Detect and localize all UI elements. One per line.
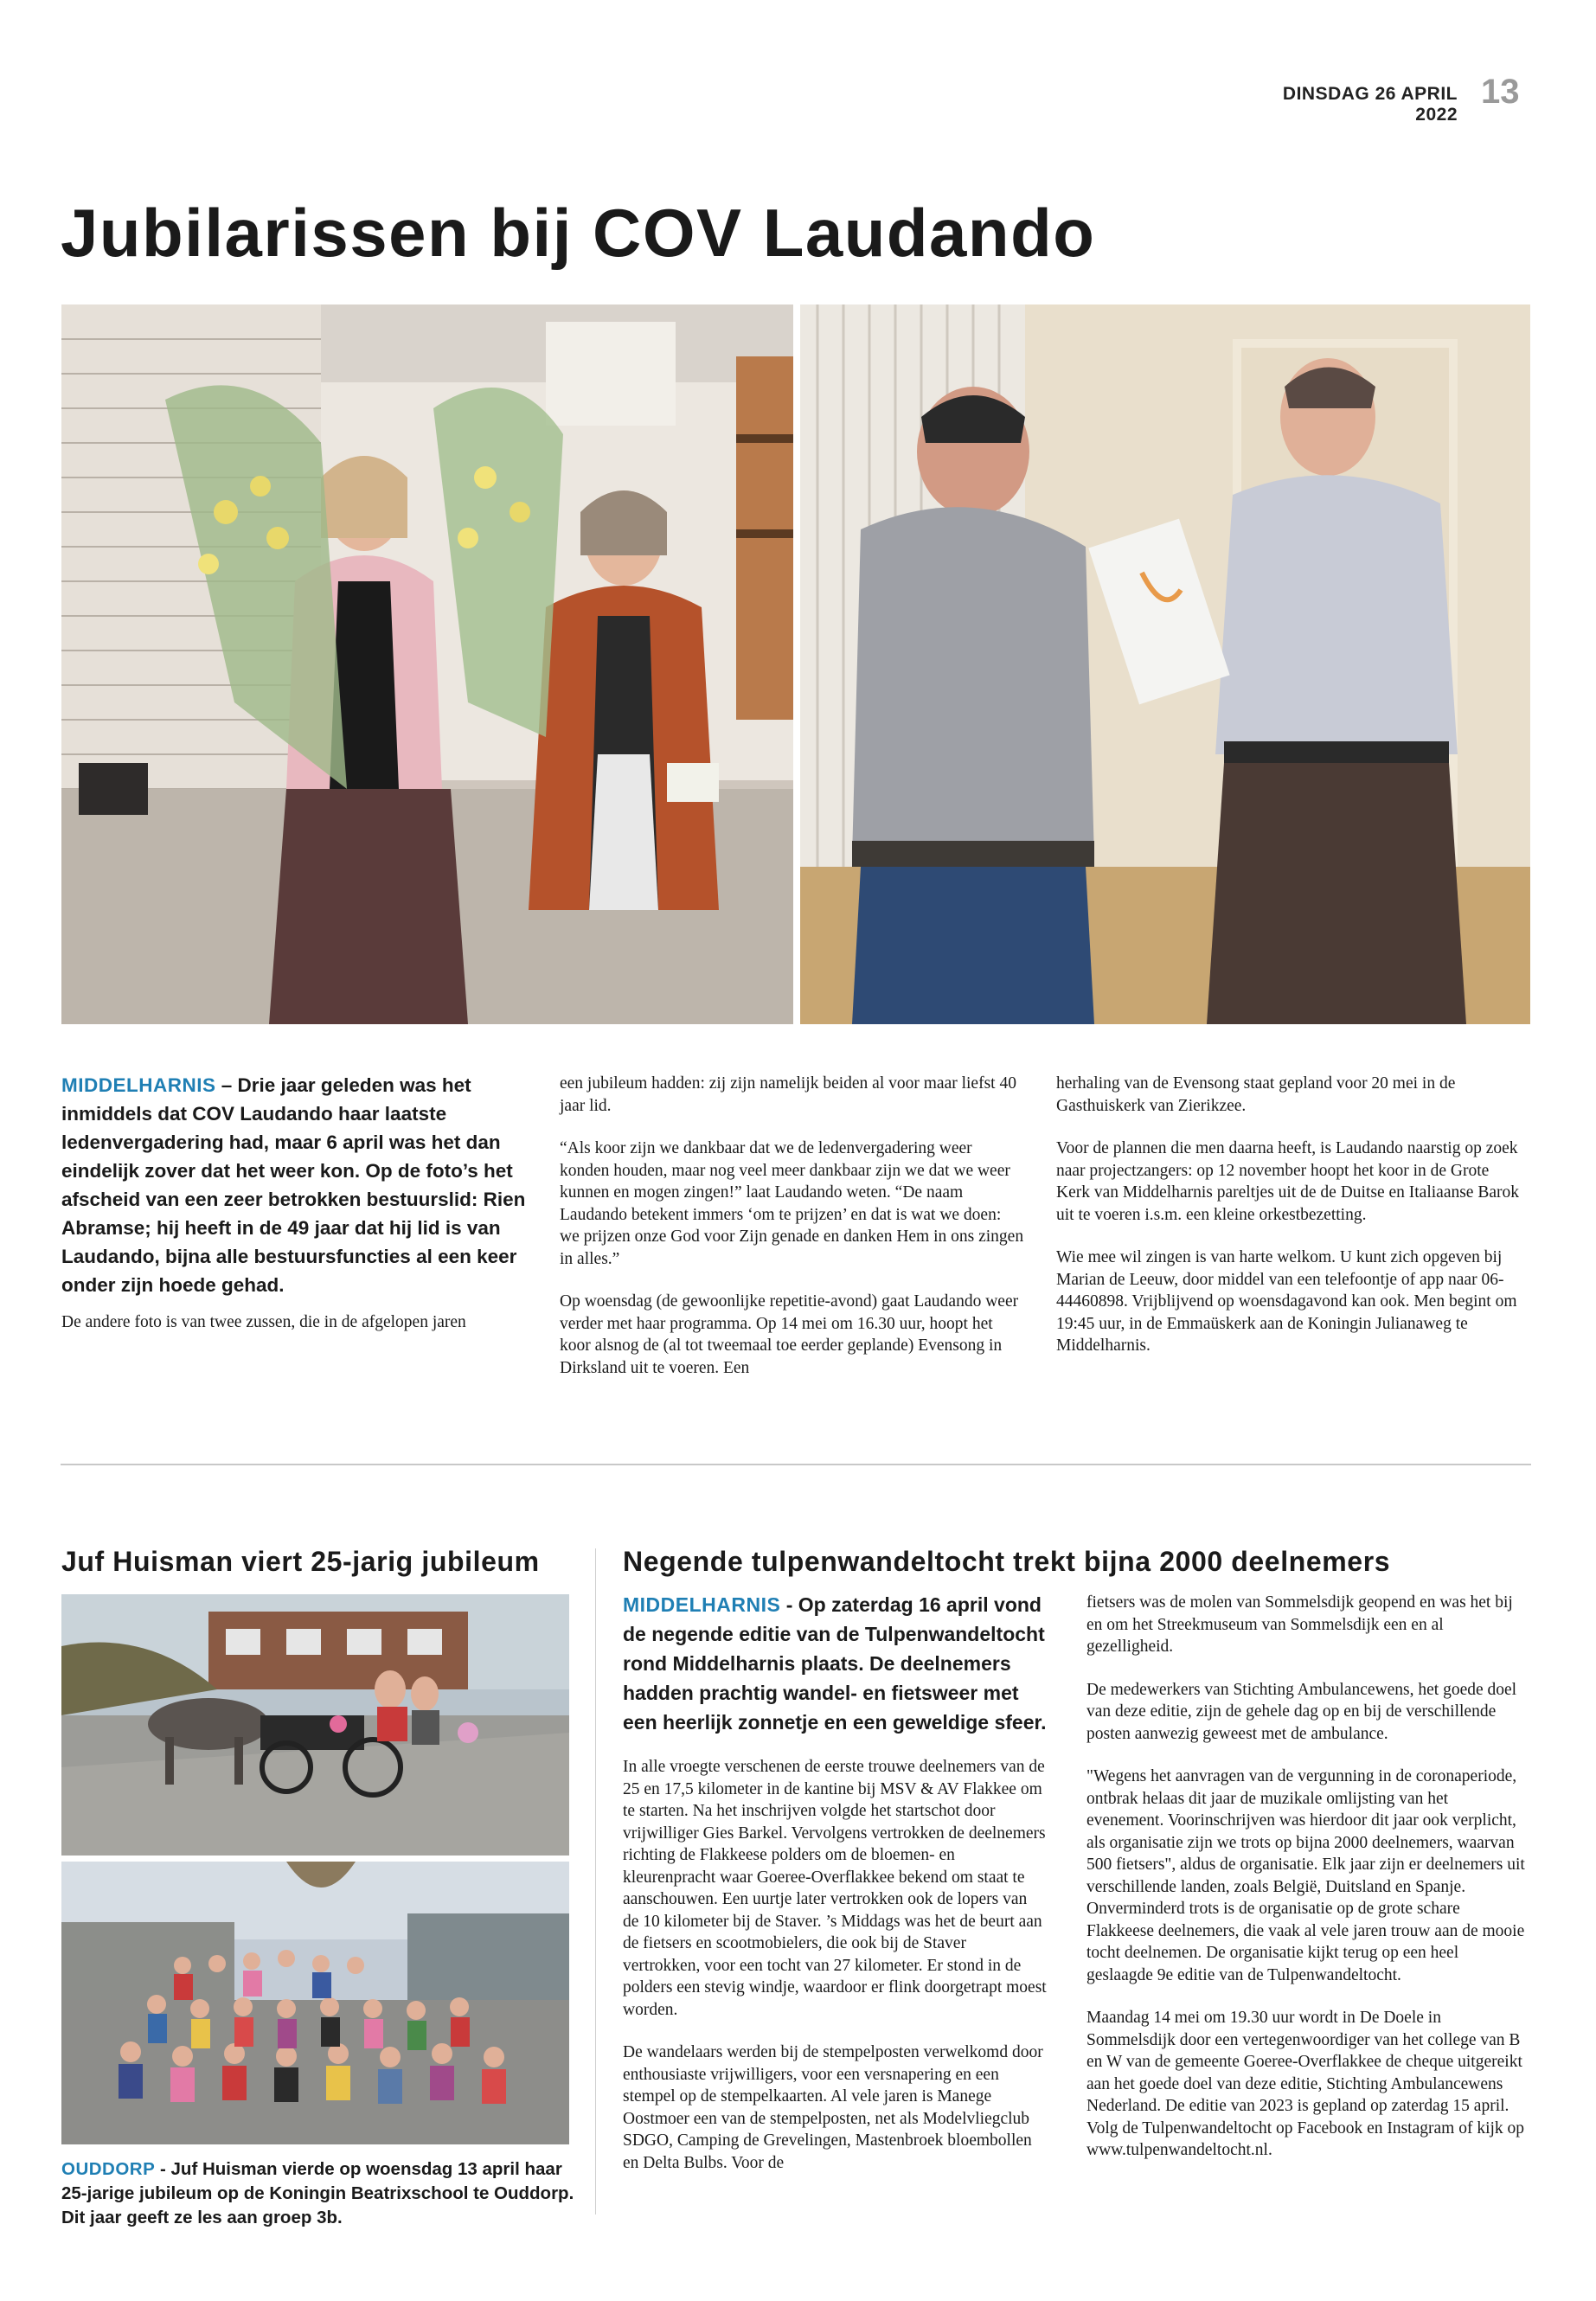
- photo-pony-carriage: [61, 1594, 569, 1856]
- article1-col1: [61, 1071, 529, 1355]
- section-divider: [61, 1464, 1531, 1465]
- article2-headline: Juf Huisman viert 25-jarig jubileum: [61, 1546, 540, 1577]
- article1-paragraph: De andere foto is van twee zussen, die in de afgelopen jaren: [61, 1313, 466, 1331]
- photo-farewell-rien-abramse: [800, 304, 1530, 1024]
- article3-lead: [623, 1590, 1047, 1737]
- column-divider: [595, 1548, 596, 2214]
- article2-caption-text: - Juf Huisman vierde op woensdag 13 april haar 25-jarige jubileum op de Koningin Beatrixschool te Ouddorp. Dit jaar geeft ze les aan groep 3b.: [61, 2159, 574, 2227]
- article3-paragraph: De medewerkers van Stichting Ambulancewens, het goede doel van deze editie, zijn de gehele dag op en bij de verschillende posten aanwezig geweest met de ambulance.: [1086, 1680, 1517, 1743]
- page-number: 13: [1481, 73, 1520, 111]
- article1-paragraph: Wie mee wil zingen is van harte welkom. U kunt zich opgeven bij Marian de Leeuw, door middel van een telefoontje of app naar 06-44460898. Vrijblijvend op woensdagavond kan ook. Men begint om 19:45 uur, in de Emmaüskerk aan de Koningin Julianaweg te Middelharnis.: [1056, 1248, 1517, 1355]
- article2-place: OUDDORP: [61, 2159, 156, 2179]
- article3-paragraph: De wandelaars werden bij de stempelposten verwelkomd door enthousiaste vrijwilligers, voor een versnapering en een stempel op de stempelkaarten. Al vele jaren is Manege Oostmoer een van de stempelposten, net als Modelvliegclub SDGO, Camping de Grevelingen, Mastenbroek bloembollen en Delta Bulbs. Voor de: [623, 2043, 1043, 2172]
- dateline: DINSDAG 26 APRIL 2022: [1282, 84, 1458, 125]
- article3-paragraph: fietsers was de molen van Sommelsdijk geopend en was het bij en om het Streekmuseum van Sommelsdijk een en al gezelligheid.: [1086, 1593, 1513, 1656]
- article3-col2: [1086, 1592, 1528, 2182]
- article1-paragraph: herhaling van de Evensong staat gepland voor 20 mei in de Gasthuiskerk van Zierikzee.: [1056, 1074, 1456, 1115]
- article3-paragraph: In alle vroegte verschenen de eerste trouwe deelnemers van de 25 en 17,5 kilometer in de kantine bij MSV & AV Flakkee om te starten. Na het inschrijven volgde het startschot door vrijwilliger Gies Barkel. Vervolgens vertrokken de deelnemers richting de Flakkeese polders om de bloemen- en kleurenpracht waar Goeree-Overflakkee bekend om staat te aanschouwen. Een uurtje later vertrokken ook de lopers van de 10 kilometer bij de Staver. ’s Middags was het de beurt aan de fietsers en scootmobielers, die ook bij de Staver vertrokken, voor een tocht van 27 kilometer. Er stond in de polders een stevig windje, waardoor er flink doorgetrapt moest worden.: [623, 1758, 1047, 2019]
- article3-place: MIDDELHARNIS: [623, 1593, 781, 1616]
- article3-paragraph: Maandag 14 mei om 19.30 uur wordt in De Doele in Sommelsdijk door een vertegenwoordiger van het college van B en W van de gemeente Goeree-Overflakkee de cheque uitgereikt aan het goede doel van deze editie, Stichting Ambulancewens Nederland. De editie van 2023 is gepland op zaterdag 15 april. Volg de Tulpenwandeltocht op Facebook en Instagram of kijk op www.tulpenwandeltocht.nl.: [1086, 2009, 1525, 2159]
- article3-paragraph: "Wegens het aanvragen van de vergunning in de coronaperiode, ontbrak helaas dit jaar de muzikale omlijsting van het evenement. Voorinschrijven was hierdoor dit jaar ook verplicht, als organisatie zijn we trots op bijna 2000 deelnemers, waarvan 500 fietsers", aldus de organisatie. Elk jaar zijn er deelnemers uit verschillende landen, zoals België, Duitsland en Spanje. Onverminderd trots is de organisatie op de grote schare Flakkeese deelnemers, die vaak al vele jaren trouw aan de mooie tocht deelnemen. De organisatie kijkt terug op een heel geslaagde 9e editie van de Tulpenwandeltocht.: [1086, 1767, 1525, 1984]
- article1-lead-text: – Drie jaar geleden was het inmiddels dat COV Laudando haar laatste ledenvergadering had, maar 6 april was het dan eindelijk zover dat het weer kon. Op de foto’s het afscheid van een zeer betrokken bestuurslid: Rien Abramse; hij heeft in de 49 jaar dat hij lid is van Laudando, bijna alle bestuursfuncties al een keer onder zijn hoede gehad.: [61, 1074, 526, 1296]
- photo-two-sisters: [61, 304, 793, 1024]
- article1-lead: [61, 1071, 529, 1299]
- article3-lead-text: - Op zaterdag 16 april vond de negende editie van de Tulpenwandeltocht rond Middelharnis plaats. De deelnemers hadden prachtig wandel- en fietsweer met een heerlijk zonnetje en een geweldige sfeer.: [623, 1593, 1047, 1734]
- photo-class-group-3b: [61, 1862, 569, 2144]
- article1-paragraph: “Als koor zijn we dankbaar dat we de ledenvergadering weer konden houden, maar nog veel meer dankbaar zijn we dat we weer kunnen en mogen zingen!” laat Laudando weten. “De naam Laudando betekent immers ‘om te prijzen’ en dat is wat we doen: we prijzen onze God voor Zijn genade en danken Hem in ons zingen in alles.”: [560, 1139, 1024, 1268]
- article-headline: Jubilarissen bij COV Laudando: [61, 195, 1096, 271]
- article3-headline: Negende tulpenwandeltocht trekt bijna 2000 deelnemers: [623, 1546, 1391, 1577]
- article2-caption: [61, 2157, 575, 2230]
- article1-col3: [1056, 1073, 1523, 1378]
- article3-col1: [623, 1590, 1047, 2195]
- article1-paragraph: Voor de plannen die men daarna heeft, is Laudando naarstig op zoek naar projectzangers: op 12 november hoopt het koor in de Grote Kerk van Middelharnis pareltjes uit de de Duitse en Italiaanse Barok uit te voeren i.s.m. een kleine orkestbezetting.: [1056, 1139, 1519, 1224]
- article1-paragraph: Op woensdag (de gewoonlijke repetitie-avond) gaat Laudando weer verder met haar programma. Op 14 mei om 16.30 uur, hoopt het koor alsnog de (al tot tweemaal toe eerder geplande) Evensong in Dirksland uit te voeren. Een: [560, 1292, 1019, 1377]
- article1-col2: [560, 1073, 1024, 1400]
- article1-place: MIDDELHARNIS: [61, 1074, 216, 1096]
- article1-paragraph: een jubileum hadden: zij zijn namelijk beiden al voor maar liefst 40 jaar lid.: [560, 1074, 1016, 1115]
